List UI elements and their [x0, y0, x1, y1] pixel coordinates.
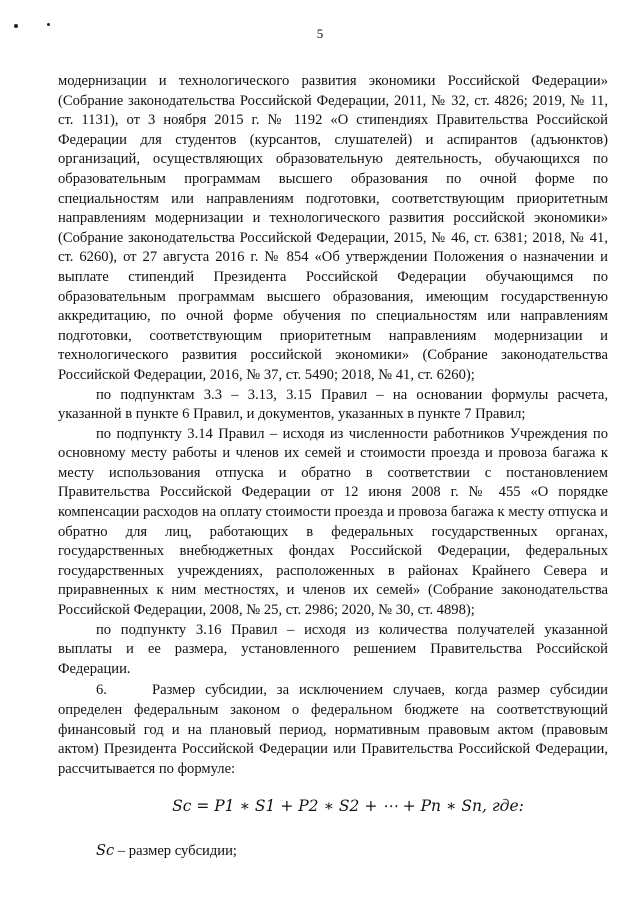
document-body — [58, 72, 608, 862]
definition-text: – размер субсидии; — [114, 842, 237, 859]
paragraph: модернизации и технологического развития экономики Российской Федерации» (Собрание законодательства Российской Федерации, 2011, № 32, ст. 4826; 2019, № 11, ст. 1131), от 3 ноября 2015 г. № 1192 «О стипендиях Правительства Российской Федерации для студентов (курсантов, слушателей) и аспирантов (адъюнктов) организаций, осуществляющих образовательную деятельность, обучающихся по образовательным программам высшего образования по очной форме по специальностям или направлениям подготовки, соответствующим приоритетным направлениям модернизации и технологического развития российской экономики» (Собрание законодательства Российской Федерации, 2015, № 46, ст. 6381; 2018, № 41, ст. 6260), от 27 августа 2016 г. № 854 «Об утверждении Положения о назначении и выплате стипендий Президента Российской Федерации обучающимся по образовательным программам высшего образования, имеющим государственную аккредитацию, по очной форме обучения по специальностям или направлениям подготовки, соответствующим приоритетным направлениям модернизации и технологического развития российской экономики» (Собрание законодательства Российской Федерации, 2016, № 37, ст. 5490; 2018, № 41, ст. 6260); — [58, 73, 608, 383]
definition — [58, 841, 608, 862]
section-text: Размер субсидии, за исключением случаев, когда размер субсидии определен федеральным законом о федеральном бюджете на соответствующий финансовый год и на плановый период, нормативным правовым актом (правовым актом) Президента Российской Федерации или Правительства Российской Федерации, рассчитывается по формуле: — [58, 682, 608, 777]
formula: Sc = P1 ∗ S1 + P2 ∗ S2 + ⋯ + Pn ∗ Sn, где: — [172, 797, 524, 816]
paragraph: по подпункту 3.14 Правил – исходя из численности работников Учреждения по основному месту работы и членов их семей и стоимости проезда и провоза багажа к месту использования отпуска и обратно в соответствии с постановлением Правительства Российской Федерации от 12 июня 2008 г. № 455 «О порядке компенсации расходов на оплату стоимости проезда и провоза багажа к месту отпуска и обратно для лиц, работающих в федеральных государственных органах, государственных внебюджетных фондах Российской Федерации, федеральных государственных учреждениях, расположенных в районах Крайнего Севера и приравненных к ним местностях, и членов их семей» (Собрание законодательства Российской Федерации, 2008, № 25, ст. 2986; 2020, № 30, ст. 4898); — [58, 425, 608, 619]
definition-variable: Sc — [96, 841, 115, 859]
paragraph: по подпунктам 3.3 – 3.13, 3.15 Правил – на основании формулы расчета, указанной в пункте 6 Правил, и документов, указанных в пункте 7 Правил; — [58, 386, 608, 423]
page-number: 5 — [316, 26, 324, 41]
paragraph: по подпункту 3.16 Правил – исходя из количества получателей указанной выплаты и ее размера, установленного решением Правительства Российской Федерации. — [58, 621, 608, 677]
section-6-paragraph — [58, 681, 608, 779]
section-number: 6. — [96, 682, 107, 699]
